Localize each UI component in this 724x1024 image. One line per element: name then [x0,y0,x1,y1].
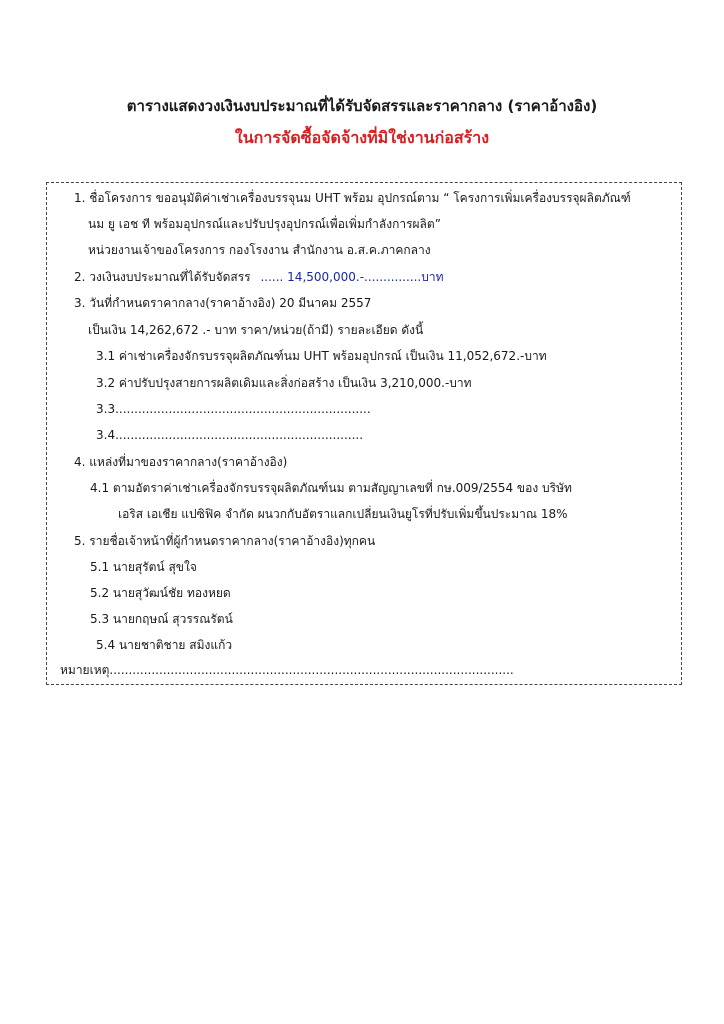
item3-1-rental: 3.1 ค่าเช่าเครื่องจักรบรรจุผลิตภัณฑ์นม UHT พร้อมอุปกรณ์ เป็นเงิน 11,052,672.-บาท [96,349,547,363]
document-subtitle: ในการจัดซื้อจัดจ้างที่มิใช่งานก่อสร้าง [234,128,490,147]
item5-2-officer: 5.2 นายสุวัฒน์ชัย ทองหยด [90,586,231,600]
item4-price-source: 4. แหล่งที่มาของราคากลาง(ราคาอ้างอิง) [74,455,288,469]
item3-2-improvement: 3.2 ค่าปรับปรุงสายการผลิตเดิมและสิ่งก่อสร้าง เป็นเงิน 3,210,000.-บาท [96,376,472,390]
remark: หมายเหตุ.......................................................................................................... [60,663,514,677]
item3-reference-date: 3. วันที่กำหนดราคากลาง(ราคาอ้างอิง) 20 มีนาคม 2557 [74,296,372,310]
document-title: ตารางแสดงวงเงินงบประมาณที่ได้รับจัดสรรและราคากลาง (ราคาอ้างอิง) [126,97,598,115]
item3-amount: เป็นเงิน 14,262,672 .- บาท ราคา/หน่วย(ถ้ามี) รายละเอียด ดังนี้ [88,323,424,337]
item5-3-officer: 5.3 นายกฤษณ์ สุวรรณรัตน์ [90,612,233,626]
item1-project-name: 1. ชื่อโครงการ ขออนุมัติค่าเช่าเครื่องบรรจุนม UHT พร้อม อุปกรณ์ตาม “ โครงการเพิ่มเครื่องบรรจุผลิตภัณฑ์ [74,191,631,205]
item4-1-contract-cont: เอริส เอเชีย แปซิฟิค จำกัด ผนวกกับอัตราแลกเปลี่ยนเงินยูโรที่ปรับเพิ่มขึ้นประมาณ 18% [118,507,568,521]
item5-4-officer: 5.4 นายชาติชาย สมิงแก้ว [96,638,233,652]
item2-budget-label: 2. วงเงินงบประมาณที่ได้รับจัดสรร [74,270,251,284]
item5-1-officer: 5.1 นายสุรัตน์ สุขใจ [90,560,197,574]
item4-1-contract: 4.1 ตามอัตราค่าเช่าเครื่องจักรบรรจุผลิตภัณฑ์นม ตามสัญญาเลขที่ กษ.009/2554 ของ บริษัท [90,481,572,495]
item5-officers: 5. รายชื่อเจ้าหน้าที่ผู้กำหนดราคากลาง(ราคาอ้างอิง)ทุกคน [74,534,376,548]
item2-budget-value: ...... 14,500,000.-...............บาท [260,270,444,284]
item3-3-blank: 3.3................................................................... [96,402,371,416]
item1-project-name-cont: นม ยู เอช ที พร้อมอุปกรณ์และปรับปรุงอุปกรณ์เพื่อเพิ่มกำลังการผลิต” [88,217,441,231]
item3-4-blank: 3.4................................................................. [96,428,364,442]
item1-owner-unit: หน่วยงานเจ้าของโครงการ กองโรงงาน สำนักงาน อ.ส.ค.ภาคกลาง [88,243,431,257]
item2-budget [74,269,444,285]
